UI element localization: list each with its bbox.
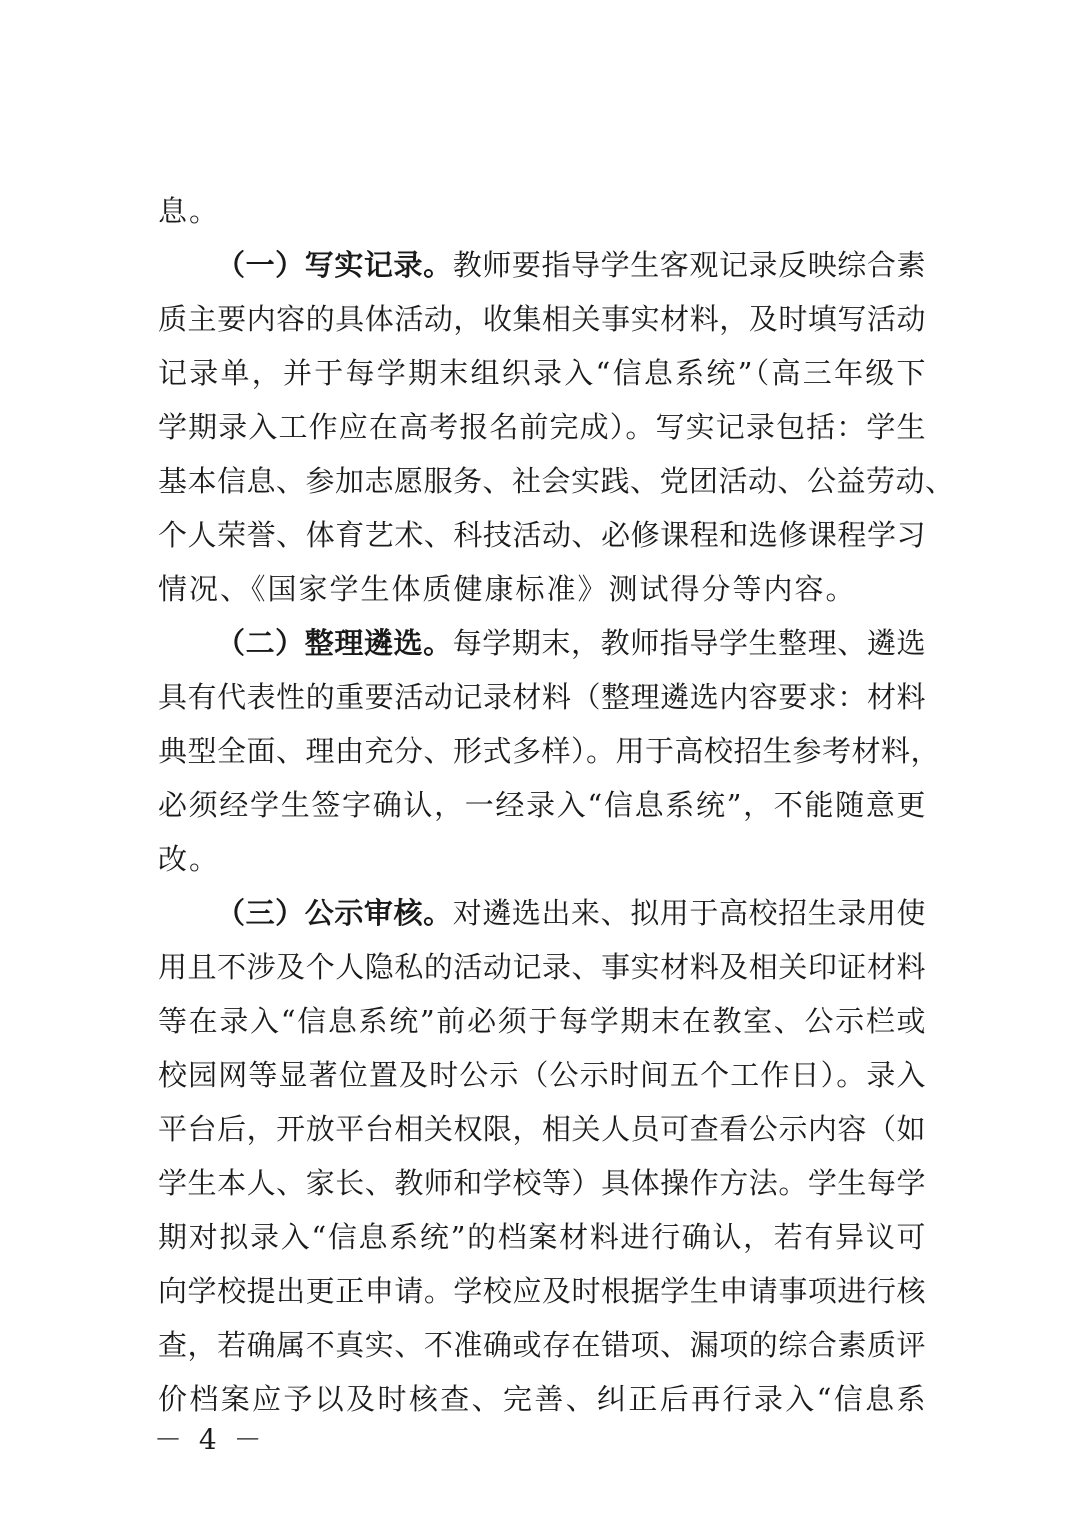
section-1-line-1 (158, 238, 926, 292)
section-1-text: 教师要指导学生客观记录反映综合素 (452, 248, 926, 282)
section-1-line-4: 学期录入工作应在高考报名前完成）。写实记录包括：学生 (158, 410, 926, 444)
section-2-line-3: 典型全面、理由充分、形式多样）。用于高校招生参考材料， (158, 734, 941, 768)
section-3-text: 对遴选出来、拟用于高校招生录用使 (452, 896, 926, 930)
section-3-line-4: 校园网等显著位置及时公示（公示时间五个工作日）。录入 (158, 1058, 926, 1092)
section-2-text: 每学期末，教师指导学生整理、遴选 (452, 626, 926, 660)
section-2-line-4: 必须经学生签字确认，一经录入“信息系统”，不能随意更 (158, 788, 926, 822)
section-2-line-1 (158, 616, 926, 670)
section-3-line-3: 等在录入“信息系统”前必须于每学期末在教室、公示栏或 (158, 1004, 926, 1038)
section-1-heading: （一）写实记录。 (216, 248, 453, 282)
section-2-line-5: 改。 (158, 842, 221, 876)
section-3-line-8: 向学校提出更正申请。学校应及时根据学生申请事项进行核 (158, 1274, 926, 1308)
section-3-line-9: 查，若确属不真实、不准确或存在错项、漏项的综合素质评 (158, 1328, 926, 1362)
page-number: － 4 － (154, 1423, 266, 1456)
section-2-heading: （二）整理遴选。 (216, 626, 453, 660)
section-1-line-7: 情况、《国家学生体质健康标准》测试得分等内容。 (158, 572, 857, 606)
section-1-line-3: 记录单，并于每学期末组织录入“信息系统”（高三年级下 (158, 356, 926, 390)
section-3-line-2: 用且不涉及个人隐私的活动记录、事实材料及相关印证材料 (158, 950, 926, 984)
continuation-line: 息。 (158, 194, 221, 228)
section-1-line-5: 基本信息、参加志愿服务、社会实践、党团活动、公益劳动、 (158, 464, 955, 498)
section-1-line-6: 个人荣誉、体育艺术、科技活动、必修课程和选修课程学习 (158, 518, 926, 552)
section-1-line-2: 质主要内容的具体活动，收集相关事实材料，及时填写活动 (158, 302, 926, 336)
section-3-line-7: 期对拟录入“信息系统”的档案材料进行确认，若有异议可 (158, 1220, 926, 1254)
section-3-line-6: 学生本人、家长、教师和学校等）具体操作方法。学生每学 (158, 1166, 926, 1200)
document-body (158, 184, 955, 1426)
section-3-line-10: 价档案应予以及时核查、完善、纠正后再行录入“信息系 (158, 1382, 926, 1416)
section-3-line-1 (158, 886, 926, 940)
section-2-line-2: 具有代表性的重要活动记录材料（整理遴选内容要求：材料 (158, 680, 926, 714)
section-3-line-5: 平台后，开放平台相关权限，相关人员可查看公示内容（如 (158, 1112, 926, 1146)
section-3-heading: （三）公示审核。 (216, 896, 453, 930)
